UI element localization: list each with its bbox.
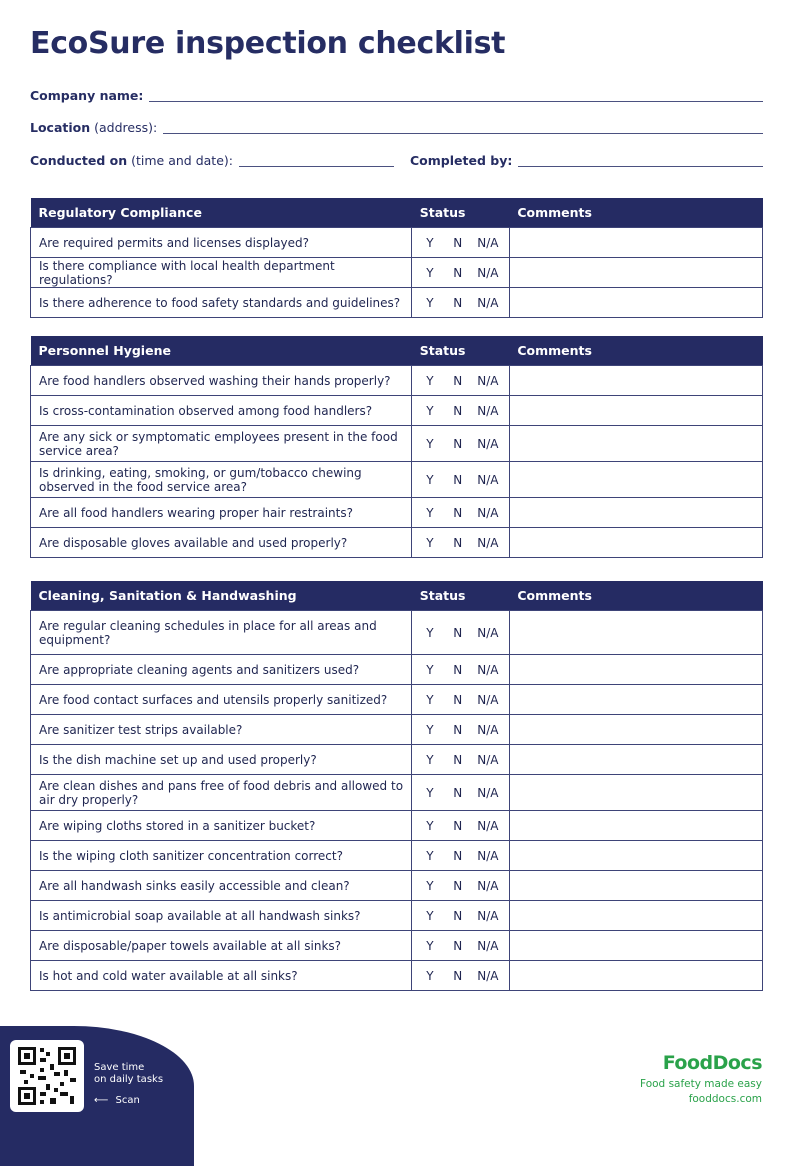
- section-header: [31, 336, 763, 366]
- status-no-option[interactable]: N: [453, 968, 463, 983]
- checklist-question: Are food handlers observed washing their hands properly?: [31, 366, 412, 396]
- status-cell: [412, 715, 510, 745]
- checklist-question: Are all food handlers wearing proper hair restraints?: [31, 498, 412, 528]
- company-name-label: Company name:: [30, 88, 144, 103]
- completed-by-label: Completed by:: [410, 153, 513, 168]
- status-yes-option[interactable]: Y: [426, 938, 434, 953]
- status-na-option[interactable]: N/A: [477, 752, 499, 767]
- status-na-option[interactable]: N/A: [477, 403, 499, 418]
- comments-cell[interactable]: [509, 288, 762, 318]
- status-cell: [412, 961, 510, 991]
- status-no-option[interactable]: N: [453, 908, 463, 923]
- status-no-option[interactable]: N: [453, 752, 463, 767]
- status-yes-option[interactable]: Y: [426, 968, 434, 983]
- status-cell: [412, 655, 510, 685]
- status-yes-option[interactable]: Y: [426, 235, 434, 250]
- status-yes-option[interactable]: Y: [426, 535, 434, 550]
- status-no-option[interactable]: N: [453, 403, 463, 418]
- company-name-field[interactable]: [149, 100, 763, 102]
- status-yes-option[interactable]: Y: [426, 818, 434, 833]
- status-yes-option[interactable]: Y: [426, 785, 434, 800]
- status-cell: [412, 775, 510, 811]
- section-title: Cleaning, Sanitation & Handwashing: [31, 581, 412, 611]
- status-na-option[interactable]: N/A: [477, 373, 499, 388]
- status-na-option[interactable]: N/A: [477, 436, 499, 451]
- location-label-suffix: (address):: [90, 120, 158, 135]
- checklist-question: Are required permits and licenses displayed?: [31, 228, 412, 258]
- footer-promo: [94, 1062, 163, 1086]
- checklist-row: [31, 775, 763, 811]
- status-no-option[interactable]: N: [453, 938, 463, 953]
- fooddocs-logo: FoodDocs: [662, 1052, 762, 1074]
- status-yes-option[interactable]: Y: [426, 403, 434, 418]
- status-cell: [412, 498, 510, 528]
- checklist-question: Is there adherence to food safety standards and guidelines?: [31, 288, 412, 318]
- arrow-left-icon: ⟵: [94, 1095, 109, 1106]
- checklist-question: Are disposable gloves available and used properly?: [31, 528, 412, 558]
- status-na-option[interactable]: N/A: [477, 908, 499, 923]
- status-yes-option[interactable]: Y: [426, 848, 434, 863]
- checklist-row: [31, 611, 763, 655]
- location-label: Location: [30, 120, 91, 135]
- brand-url[interactable]: fooddocs.com: [688, 1093, 762, 1105]
- status-yes-option[interactable]: Y: [426, 625, 434, 640]
- conducted-field[interactable]: [239, 165, 394, 167]
- comments-cell[interactable]: [509, 528, 762, 558]
- status-cell: [412, 528, 510, 558]
- status-yes-option[interactable]: Y: [426, 472, 434, 487]
- status-cell: [412, 745, 510, 775]
- comments-header: Comments: [509, 198, 762, 228]
- status-no-option[interactable]: N: [453, 535, 463, 550]
- status-yes-option[interactable]: Y: [426, 265, 434, 280]
- status-no-option[interactable]: N: [453, 472, 463, 487]
- status-cell: [412, 258, 510, 288]
- checklist-row: [31, 745, 763, 775]
- checklist-row: [31, 931, 763, 961]
- status-yes-option[interactable]: Y: [426, 436, 434, 451]
- comments-cell[interactable]: [509, 745, 762, 775]
- comments-cell[interactable]: [509, 841, 762, 871]
- section-personnel-hygiene: [30, 336, 763, 558]
- comments-cell[interactable]: [509, 258, 762, 288]
- status-cell: [412, 811, 510, 841]
- checklist-row: [31, 258, 763, 288]
- status-cell: [412, 901, 510, 931]
- status-na-option[interactable]: N/A: [477, 848, 499, 863]
- comments-cell[interactable]: [509, 775, 762, 811]
- status-yes-option[interactable]: Y: [426, 722, 434, 737]
- status-cell: [412, 462, 510, 498]
- comments-cell[interactable]: [509, 611, 762, 655]
- status-yes-option[interactable]: Y: [426, 662, 434, 677]
- status-na-option[interactable]: N/A: [477, 692, 499, 707]
- section-title: Regulatory Compliance: [31, 198, 412, 228]
- status-cell: [412, 228, 510, 258]
- location-field[interactable]: [163, 132, 763, 134]
- section-cleaning-sanitation: [30, 581, 763, 991]
- location-row: [30, 116, 763, 136]
- checklist-row: [31, 871, 763, 901]
- comments-cell[interactable]: [509, 498, 762, 528]
- checklist-question: Is the wiping cloth sanitizer concentration correct?: [31, 841, 412, 871]
- checklist-row: [31, 811, 763, 841]
- checklist-question: Are appropriate cleaning agents and sanitizers used?: [31, 655, 412, 685]
- checklist-question: Is drinking, eating, smoking, or gum/tobacco chewing observed in the food service area?: [31, 462, 412, 498]
- checklist-question: Are food contact surfaces and utensils properly sanitized?: [31, 685, 412, 715]
- brand-tagline: Food safety made easy: [640, 1078, 762, 1090]
- comments-cell[interactable]: [509, 396, 762, 426]
- status-na-option[interactable]: N/A: [477, 662, 499, 677]
- comments-header: Comments: [509, 581, 762, 611]
- status-na-option[interactable]: N/A: [477, 505, 499, 520]
- checklist-question: Are wiping cloths stored in a sanitizer bucket?: [31, 811, 412, 841]
- status-na-option[interactable]: N/A: [477, 535, 499, 550]
- promo-line-1: Save time: [94, 1062, 145, 1073]
- comments-cell[interactable]: [509, 961, 762, 991]
- comments-cell[interactable]: [509, 715, 762, 745]
- comments-cell[interactable]: [509, 426, 762, 462]
- section-header: [31, 581, 763, 611]
- status-na-option[interactable]: N/A: [477, 295, 499, 310]
- checklist-row: [31, 462, 763, 498]
- status-no-option[interactable]: N: [453, 818, 463, 833]
- status-na-option[interactable]: N/A: [477, 878, 499, 893]
- conducted-label: Conducted on: [30, 153, 128, 168]
- status-header: Status: [412, 581, 510, 611]
- checklist-question: Are any sick or symptomatic employees present in the food service area?: [31, 426, 412, 462]
- status-yes-option[interactable]: Y: [426, 878, 434, 893]
- section-regulatory-compliance: [30, 198, 763, 318]
- status-cell: [412, 841, 510, 871]
- status-na-option[interactable]: N/A: [477, 722, 499, 737]
- status-cell: [412, 611, 510, 655]
- checklist-question: Is the dish machine set up and used properly?: [31, 745, 412, 775]
- checklist-question: Is cross-contamination observed among food handlers?: [31, 396, 412, 426]
- comments-cell[interactable]: [509, 871, 762, 901]
- comments-cell[interactable]: [509, 811, 762, 841]
- scan-label: Scan: [115, 1095, 140, 1106]
- checklist-question: Are all handwash sinks easily accessible and clean?: [31, 871, 412, 901]
- status-yes-option[interactable]: Y: [426, 692, 434, 707]
- status-yes-option[interactable]: Y: [426, 908, 434, 923]
- section-header: [31, 198, 763, 228]
- status-cell: [412, 288, 510, 318]
- status-yes-option[interactable]: Y: [426, 752, 434, 767]
- status-no-option[interactable]: N: [453, 295, 463, 310]
- conducted-label-suffix: (time and date):: [127, 153, 233, 168]
- status-na-option[interactable]: N/A: [477, 818, 499, 833]
- completed-by-field[interactable]: [518, 165, 763, 167]
- checklist-question: Is antimicrobial soap available at all handwash sinks?: [31, 901, 412, 931]
- comments-cell[interactable]: [509, 901, 762, 931]
- status-na-option[interactable]: N/A: [477, 472, 499, 487]
- status-na-option[interactable]: N/A: [477, 938, 499, 953]
- status-no-option[interactable]: N: [453, 436, 463, 451]
- status-no-option[interactable]: N: [453, 662, 463, 677]
- scan-hint: [94, 1095, 140, 1106]
- status-no-option[interactable]: N: [453, 848, 463, 863]
- status-na-option[interactable]: N/A: [477, 265, 499, 280]
- status-no-option[interactable]: N: [453, 692, 463, 707]
- status-cell: [412, 685, 510, 715]
- comments-cell[interactable]: [509, 931, 762, 961]
- brand-block: [640, 1052, 762, 1105]
- promo-line-2: on daily tasks: [94, 1074, 164, 1085]
- status-no-option[interactable]: N: [453, 625, 463, 640]
- status-no-option[interactable]: N: [453, 785, 463, 800]
- status-na-option[interactable]: N/A: [477, 968, 499, 983]
- page-title: EcoSure inspection checklist: [30, 26, 506, 61]
- status-cell: [412, 396, 510, 426]
- status-yes-option[interactable]: Y: [426, 373, 434, 388]
- checklist-question: Is there compliance with local health department regulations?: [31, 258, 412, 288]
- comments-cell[interactable]: [509, 462, 762, 498]
- checklist-row: [31, 426, 763, 462]
- checklist-question: Are clean dishes and pans free of food debris and allowed to air dry properly?: [31, 775, 412, 811]
- checklist-question: Are regular cleaning schedules in place for all areas and equipment?: [31, 611, 412, 655]
- qr-code-icon[interactable]: [10, 1040, 84, 1112]
- status-yes-option[interactable]: Y: [426, 295, 434, 310]
- checklist-question: Are sanitizer test strips available?: [31, 715, 412, 745]
- status-no-option[interactable]: N: [453, 265, 463, 280]
- checklist-row: [31, 528, 763, 558]
- comments-cell[interactable]: [509, 228, 762, 258]
- checklist-row: [31, 655, 763, 685]
- checklist-row: [31, 228, 763, 258]
- status-na-option[interactable]: N/A: [477, 785, 499, 800]
- comments-header: Comments: [509, 336, 762, 366]
- company-name-row: [30, 84, 763, 104]
- status-no-option[interactable]: N: [453, 235, 463, 250]
- status-na-option[interactable]: N/A: [477, 625, 499, 640]
- section-title: Personnel Hygiene: [31, 336, 412, 366]
- status-na-option[interactable]: N/A: [477, 235, 499, 250]
- status-cell: [412, 426, 510, 462]
- status-yes-option[interactable]: Y: [426, 505, 434, 520]
- checklist-row: [31, 498, 763, 528]
- checklist-row: [31, 685, 763, 715]
- status-no-option[interactable]: N: [453, 373, 463, 388]
- comments-cell[interactable]: [509, 366, 762, 396]
- comments-cell[interactable]: [509, 655, 762, 685]
- status-cell: [412, 366, 510, 396]
- conducted-row: [30, 149, 763, 169]
- status-no-option[interactable]: N: [453, 722, 463, 737]
- checklist-row: [31, 715, 763, 745]
- status-no-option[interactable]: N: [453, 505, 463, 520]
- checklist-row: [31, 288, 763, 318]
- checklist-question: Is hot and cold water available at all sinks?: [31, 961, 412, 991]
- checklist-row: [31, 901, 763, 931]
- checklist-row: [31, 841, 763, 871]
- checklist-question: Are disposable/paper towels available at all sinks?: [31, 931, 412, 961]
- status-cell: [412, 931, 510, 961]
- checklist-row: [31, 396, 763, 426]
- status-header: Status: [412, 336, 510, 366]
- status-no-option[interactable]: N: [453, 878, 463, 893]
- checklist-row: [31, 366, 763, 396]
- status-cell: [412, 871, 510, 901]
- checklist-row: [31, 961, 763, 991]
- status-header: Status: [412, 198, 510, 228]
- comments-cell[interactable]: [509, 685, 762, 715]
